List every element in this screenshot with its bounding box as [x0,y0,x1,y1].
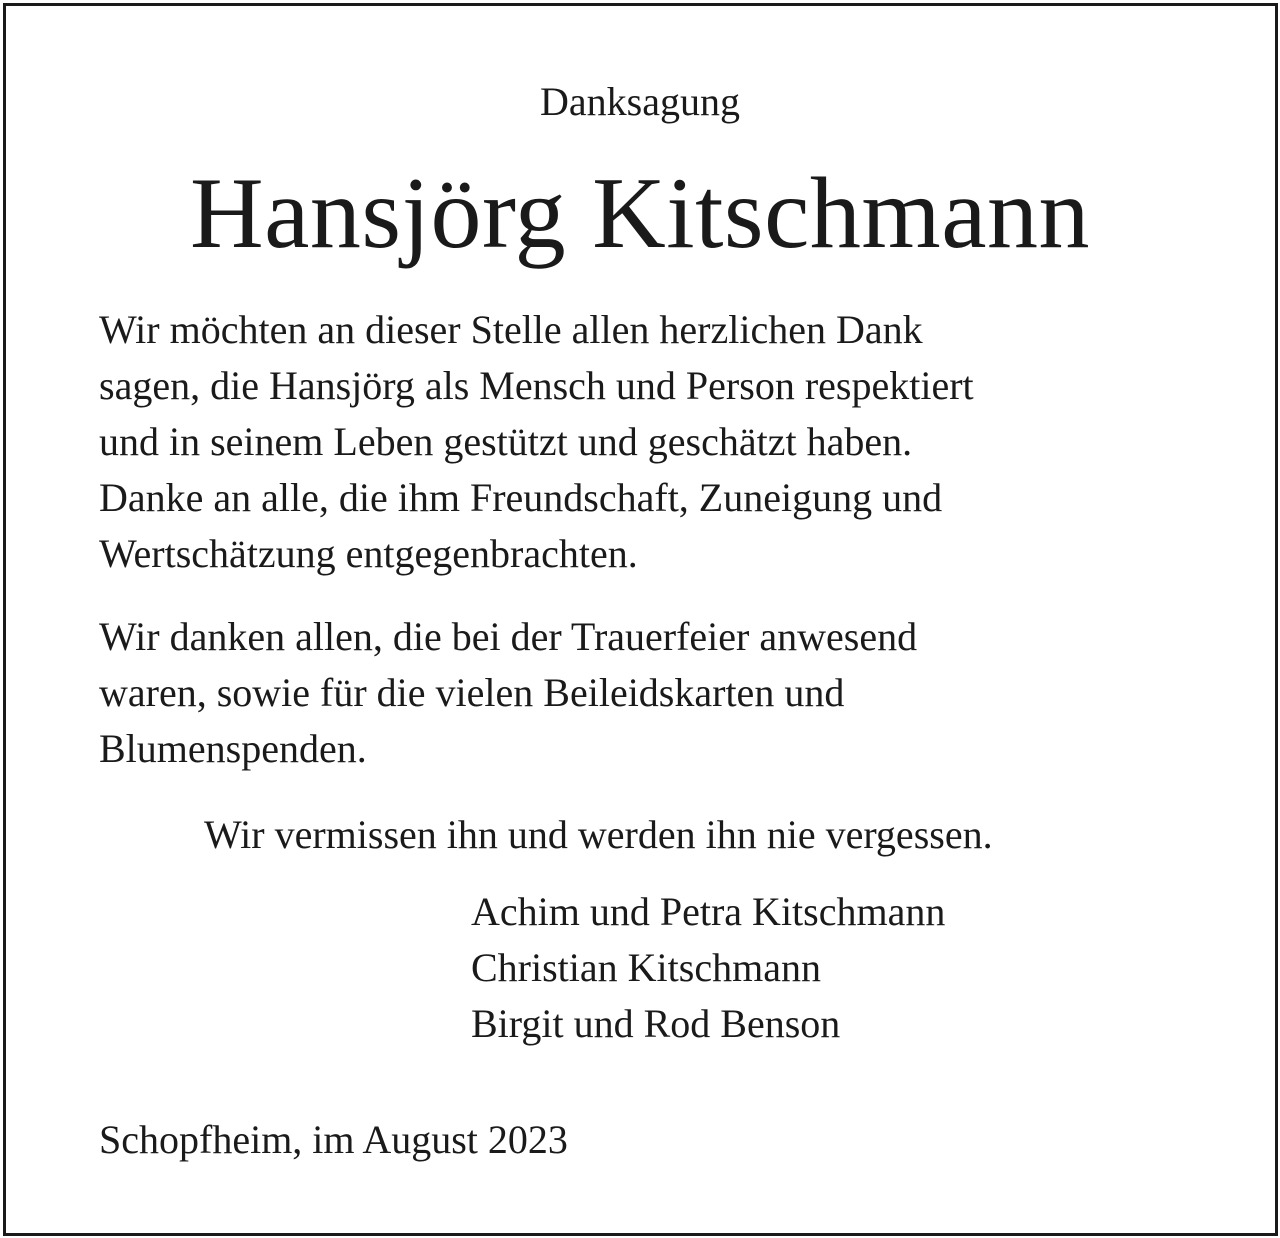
place-date: Schopfheim, im August 2023 [99,1117,568,1162]
paragraph-line: waren, sowie für die vielen Beileidskarten und [99,670,845,715]
paragraph-line: sagen, die Hansjörg als Mensch und Person respektiert [99,363,974,408]
notice-heading: Danksagung [540,79,740,124]
paragraph-line: Danke an alle, die ihm Freundschaft, Zuneigung und [99,475,943,520]
closing-line: Wir vermissen ihn und werden ihn nie vergessen. [204,812,993,857]
deceased-name: Hansjörg Kitschmann [189,157,1090,270]
signers-list [471,884,945,1052]
signer-name: Christian Kitschmann [471,945,821,990]
signer-name: Achim und Petra Kitschmann [471,889,946,934]
thanks-paragraph-2 [99,609,917,777]
paragraph-line: Wertschätzung entgegenbrachten. [99,531,638,576]
paragraph-line: Wir möchten an dieser Stelle allen herzlichen Dank [99,307,923,352]
signer-name: Birgit und Rod Benson [471,1001,841,1046]
thanks-paragraph-1 [99,302,974,582]
paragraph-line: Wir danken allen, die bei der Trauerfeier anwesend [99,614,918,659]
paragraph-line: und in seinem Leben gestützt und geschätzt haben. [99,419,913,464]
paragraph-line: Blumenspenden. [99,726,367,771]
